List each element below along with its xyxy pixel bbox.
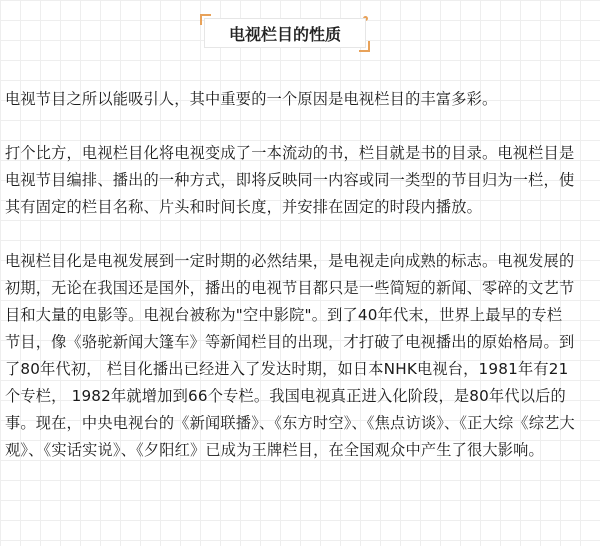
title-frame	[200, 14, 370, 52]
page-title: 电视栏目的性质	[204, 18, 366, 48]
paragraph-history: 电视栏目化是电视发展到一定时期的必然结果，是电视走向成熟的标志。电视发展的初期，无论在我国还是国外，播出的电视节目都只是一些简短的新闻、零碎的文艺节目和大量的电影等。电视台被称为"空中影院"。到了40年代末，世界上最早的专栏节目，像《骆驼新闻大篷车》等新闻栏目的出现，才打破了电视播出的原始格局。到了80年代初， 栏目化播出已经进入了发达时期，如日本NHK电视台，1981年有21个专栏， 1982年就增加到66个专栏。我国电视真正进入化阶段，是80年代以后的事。现在，中央电视台的《新闻联播》、《东方时空》、《焦点访谈》、《正大综《综艺大观》、《实话实说》、《夕阳红》已成为王牌栏目，在全国观众中产生了很大影响。	[5, 252, 575, 459]
article-body	[5, 86, 577, 491]
paragraph-definition: 打个比方，电视栏目化将电视变成了一本流动的书，栏目就是书的目录。电视栏目是电视节目编排、播出的一种方式，即将反映同一内容或同一类型的节目归为一栏，使其有固定的栏目名称、片头和时间长度，并安排在固定的时段内播放。	[5, 144, 575, 216]
paragraph-intro: 电视节目之所以能吸引人，其中重要的一个原因是电视栏目的丰富多彩。	[5, 90, 498, 108]
